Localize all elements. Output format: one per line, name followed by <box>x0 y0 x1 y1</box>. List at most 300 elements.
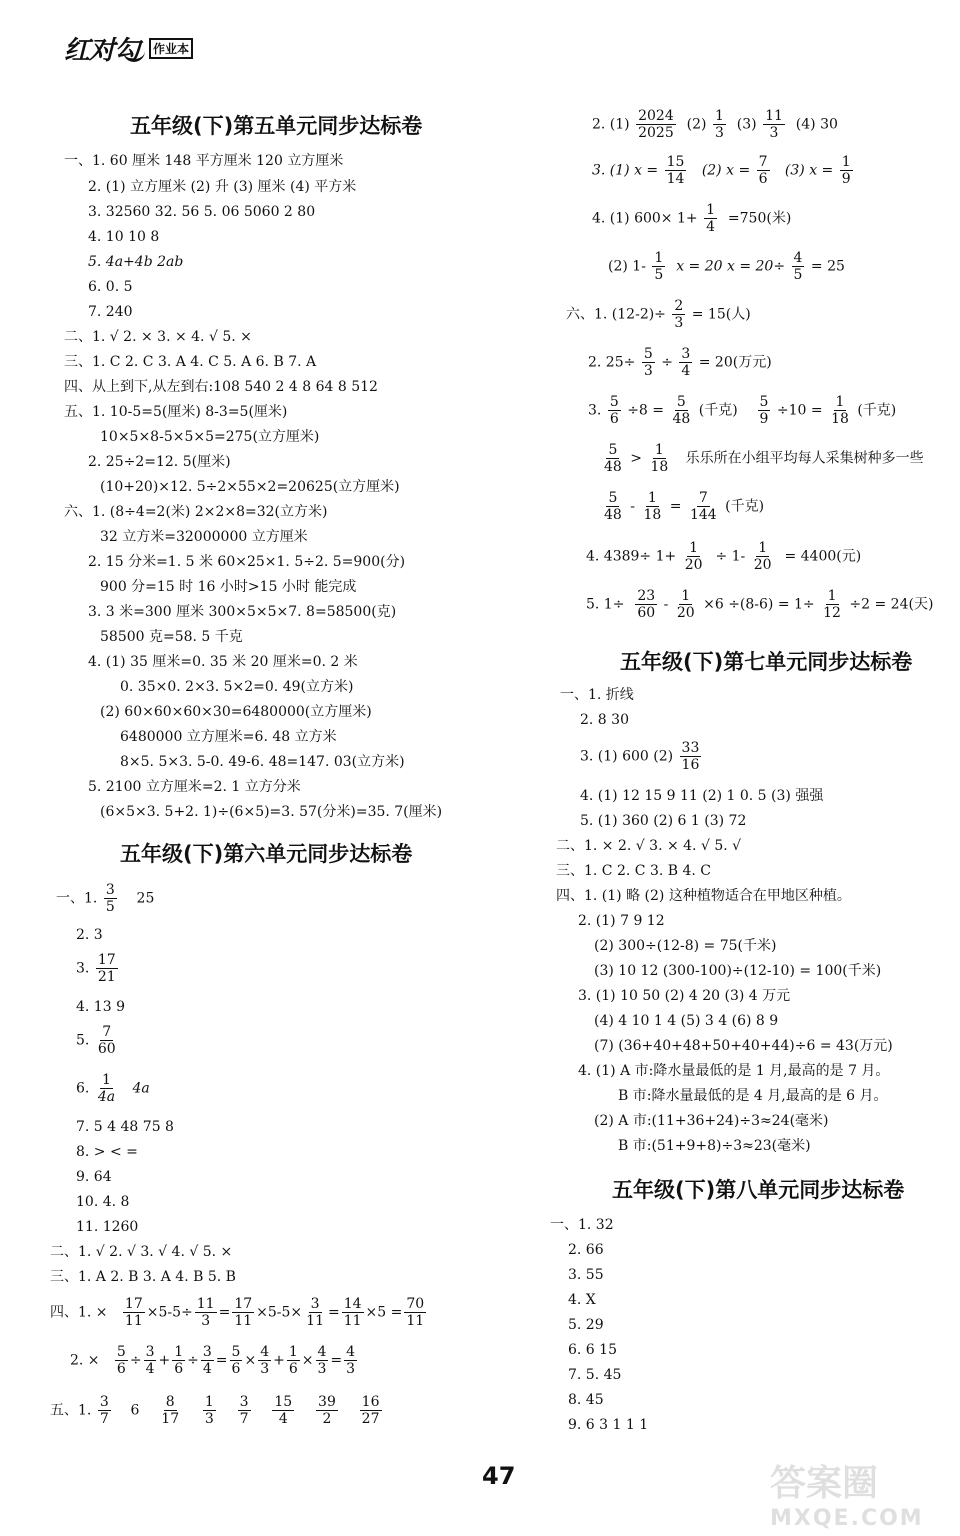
answer-label: 4. (1) 600× 1+ <box>592 210 698 227</box>
denominator: 27 <box>361 1411 380 1427</box>
answer-value: 25 <box>136 890 155 907</box>
denominator: 60 <box>637 605 656 621</box>
denominator: 21 <box>97 969 116 985</box>
denominator: 6 <box>231 1361 241 1377</box>
brand-subtitle: 作业本 <box>149 38 193 59</box>
numerator: 23 <box>637 588 656 604</box>
denominator: 20 <box>684 557 703 573</box>
numerator: 1 <box>827 588 837 604</box>
numerator: 4 <box>346 1344 356 1360</box>
fraction <box>159 1394 181 1427</box>
operator: ×6 ÷(8-6) = 1÷ <box>703 596 815 613</box>
fraction <box>144 1344 157 1377</box>
fraction <box>203 1394 216 1427</box>
denominator: 18 <box>831 411 849 427</box>
unit5-title: 五年级(下)第五单元同步达标卷 <box>130 114 423 138</box>
answer-line: 2. 25÷2=12. 5(厘米) <box>88 454 231 470</box>
answer-label: (2) x = <box>701 162 751 179</box>
numerator: 17 <box>97 952 116 968</box>
answer-line: 4. (1) 12 15 9 11 (2) 1 0. 5 (3) 强强 <box>580 788 824 804</box>
answer-line: 7. 5 4 48 75 8 <box>76 1119 174 1135</box>
denominator: 3 <box>260 1361 270 1377</box>
fraction <box>360 1394 382 1427</box>
operator: ÷ 1- <box>715 548 746 565</box>
answer-value: =750(米) <box>727 210 792 227</box>
denominator: 3 <box>643 363 653 379</box>
answer-label: 3. <box>588 402 602 419</box>
fraction <box>96 952 118 985</box>
answer-line: 9. 64 <box>76 1169 112 1185</box>
answer-label: 3. <box>76 960 90 977</box>
answer-line: 4. X <box>568 1292 596 1308</box>
numerator: 1 <box>841 154 851 170</box>
answer-line: 7. 5. 45 <box>568 1367 622 1383</box>
answer-line: 三、1. A 2. B 3. A 4. B 5. B <box>50 1269 236 1285</box>
answer-value: = 15(人) <box>691 306 751 323</box>
operator: - <box>663 596 669 613</box>
answer-label: 3. (1) 600 (2) <box>580 748 674 765</box>
fraction <box>752 540 774 573</box>
numerator: 1 <box>288 1344 298 1360</box>
fraction <box>115 1344 128 1377</box>
fraction <box>641 490 663 523</box>
fraction <box>123 1296 145 1329</box>
answer-label: 四、1. × <box>50 1304 108 1321</box>
numerator: 5 <box>231 1344 241 1360</box>
fraction <box>829 394 851 427</box>
operator: + <box>158 1352 171 1369</box>
answer-label: (3) <box>736 116 757 133</box>
answer-line: (6×5×3. 5+2. 1)÷(6×5)=3. 57(分米)=35. 7(厘米) <box>100 804 443 820</box>
numerator: 39 <box>318 1394 336 1410</box>
denominator: 6 <box>609 411 619 427</box>
fraction <box>201 1344 214 1377</box>
answer-line <box>566 298 751 331</box>
answer-line <box>56 882 154 915</box>
fraction <box>758 394 771 427</box>
denominator: 11 <box>306 1313 324 1329</box>
answer-line <box>592 108 838 141</box>
answer-line: 3. 3 米=300 厘米 300×5×5×7. 8=58500(克) <box>88 604 397 620</box>
denominator: 20 <box>753 557 772 573</box>
answer-line: B 市:降水量最低的是 4 月,最高的是 6 月。 <box>618 1088 888 1104</box>
denominator: 14 <box>666 171 685 187</box>
answer-line: 8. > < = <box>76 1144 138 1160</box>
answer-line <box>50 1394 384 1427</box>
answer-line: B 市:(51+9+8)÷3≈23(毫米) <box>618 1138 811 1154</box>
operator: = <box>330 1352 343 1369</box>
answer-line <box>580 740 703 773</box>
numerator: 15 <box>274 1394 293 1410</box>
denominator: 16 <box>681 757 700 773</box>
answer-line: 6. 6 15 <box>568 1342 617 1358</box>
denominator: 3 <box>201 1313 211 1329</box>
operator: = <box>218 1304 231 1321</box>
fraction <box>636 108 676 141</box>
numerator: 1 <box>706 202 716 218</box>
answer-label: 5. <box>76 1032 90 1049</box>
answer-line: 二、1. × 2. √ 3. × 4. √ 5. √ <box>556 838 742 854</box>
fraction <box>665 154 687 187</box>
answer-line: 0. 35×0. 2×3. 5×2=0. 49(立方米) <box>120 679 354 695</box>
denominator: 2025 <box>638 125 674 141</box>
denominator: 12 <box>823 605 841 621</box>
answer-label: (3) x = <box>784 162 834 179</box>
numerator: 1 <box>654 250 664 266</box>
denominator: 7 <box>99 1411 109 1427</box>
answer-value: 乐乐所在小组平均每人采集树种多一些 <box>685 450 924 467</box>
numerator: 11 <box>196 1296 215 1312</box>
numerator: 1 <box>647 490 657 506</box>
fraction <box>96 1072 117 1105</box>
numerator: 17 <box>234 1296 253 1312</box>
operator: ÷ <box>661 354 673 371</box>
answer-label: 2. (1) <box>592 116 630 133</box>
denominator: 5 <box>793 267 803 283</box>
answer-label: 2. 25÷ <box>588 354 636 371</box>
fraction <box>316 1344 329 1377</box>
operator: = <box>669 498 682 515</box>
fraction <box>763 108 785 141</box>
operator: ÷ <box>187 1352 199 1369</box>
answer-line: 4. 13 9 <box>76 999 125 1015</box>
answer-line <box>50 1296 428 1329</box>
numerator: 3 <box>239 1394 249 1410</box>
answer-line: 58500 克=58. 5 千克 <box>100 629 243 645</box>
answer-line <box>70 1344 359 1377</box>
answer-line: 10×5×8-5×5×5=275(立方厘米) <box>100 429 320 445</box>
numerator: 1 <box>174 1344 184 1360</box>
operator: ×5-5÷ <box>146 1304 193 1321</box>
operator: = <box>215 1352 228 1369</box>
denominator: 3 <box>714 125 724 141</box>
denominator: 5 <box>105 899 115 915</box>
denominator: 3 <box>346 1361 356 1377</box>
fraction <box>272 1394 294 1427</box>
numerator: 3 <box>202 1344 212 1360</box>
fraction <box>675 588 697 621</box>
answer-label: 4. 4389÷ 1+ <box>586 548 677 565</box>
answer-line: 二、1. √ 2. × 3. × 4. √ 5. × <box>64 329 252 345</box>
fraction <box>258 1344 271 1377</box>
fraction <box>792 250 805 283</box>
operator: = <box>327 1304 340 1321</box>
answer-line: 11. 1260 <box>76 1219 139 1235</box>
denominator: 3 <box>204 1411 214 1427</box>
answer-value: ÷2 = 24(天) <box>849 596 934 613</box>
answer-line <box>600 490 764 523</box>
numerator: 2024 <box>638 108 674 124</box>
answer-line <box>586 588 933 621</box>
unit7-title: 五年级(下)第七单元同步达标卷 <box>620 650 913 674</box>
answer-line: 4. (1) 35 厘米=0. 35 米 20 厘米=0. 2 米 <box>88 654 358 670</box>
watermark-url: MXQE.COM <box>770 1506 924 1531</box>
denominator: 11 <box>124 1313 143 1329</box>
brand-logo <box>64 30 193 67</box>
numerator: 4 <box>260 1344 270 1360</box>
answer-line: 10. 4. 8 <box>76 1194 130 1210</box>
numerator: 4 <box>317 1344 327 1360</box>
numerator: 5 <box>608 490 618 506</box>
answer-line: 3. 32560 32. 56 5. 06 5060 2 80 <box>88 204 316 220</box>
denominator: 4 <box>278 1411 288 1427</box>
fraction <box>635 588 657 621</box>
fraction <box>316 1394 338 1427</box>
answer-label: 六、1. (12-2)÷ <box>566 306 666 323</box>
answer-label: 2. × <box>70 1352 100 1369</box>
answer-line: 一、1. 32 <box>550 1217 614 1233</box>
answer-line <box>76 1072 150 1105</box>
answer-value: = 4400(元) <box>784 548 862 565</box>
denominator: 4 <box>706 219 716 235</box>
fraction <box>670 394 692 427</box>
answer-line: (7) (36+40+48+50+40+44)÷6 = 43(万元) <box>594 1038 893 1054</box>
answer-line: 900 分=15 时 16 小时>15 小时 能完成 <box>100 579 357 595</box>
answer-line: 3. (1) 10 50 (2) 4 20 (3) 4 万元 <box>578 988 791 1004</box>
fraction <box>96 1024 118 1057</box>
denominator: 11 <box>343 1313 362 1329</box>
answer-line: 三、1. C 2. C 3. B 4. C <box>556 863 712 879</box>
fraction <box>98 1394 111 1427</box>
numerator: 1 <box>835 394 845 410</box>
fraction <box>404 1296 426 1329</box>
answer-label: 一、1. <box>56 890 98 907</box>
denominator: 18 <box>650 459 669 475</box>
fraction <box>230 1344 243 1377</box>
fraction <box>680 740 702 773</box>
answer-value: (千克) <box>857 402 897 419</box>
numerator: 1 <box>714 108 724 124</box>
answer-line: 5. 4a+4b 2ab <box>88 254 184 270</box>
fraction <box>704 202 717 235</box>
fraction <box>821 588 843 621</box>
numerator: 3 <box>310 1296 320 1312</box>
answer-line <box>588 346 772 379</box>
fraction <box>840 154 853 187</box>
answer-line: 9. 6 3 1 1 1 <box>568 1417 649 1433</box>
operator: ×5 = <box>365 1304 403 1321</box>
answer-value: = 20(万元) <box>698 354 772 371</box>
answer-line: 四、从上到下,从左到右:108 540 2 4 8 64 8 512 <box>64 379 378 395</box>
brand-name: 红对勾 <box>64 36 140 66</box>
answer-line: 7. 240 <box>88 304 133 320</box>
fraction <box>608 394 621 427</box>
answer-value: (千克) <box>725 498 765 515</box>
numerator: 3 <box>145 1344 155 1360</box>
numerator: 1 <box>758 540 768 556</box>
operator: ×5-5× <box>256 1304 303 1321</box>
answer-line: 三、1. C 2. C 3. A 4. C 5. A 6. B 7. A <box>64 354 317 370</box>
denominator: 6 <box>758 171 768 187</box>
fraction <box>757 154 770 187</box>
answer-value: x = 20 x = 20÷ <box>676 258 786 275</box>
numerator: 5 <box>759 394 769 410</box>
answer-line: 2. 66 <box>568 1242 604 1258</box>
fraction <box>238 1394 251 1427</box>
answer-line: 四、1. (1) 略 (2) 这种植物适合在甲地区种植。 <box>556 888 851 904</box>
answer-line: 5. (1) 360 (2) 6 1 (3) 72 <box>580 813 747 829</box>
answer-line: 8. 45 <box>568 1392 604 1408</box>
fraction <box>195 1296 217 1329</box>
denominator: 6 <box>288 1361 298 1377</box>
unit8-title: 五年级(下)第八单元同步达标卷 <box>612 1178 905 1202</box>
operator: ÷ <box>129 1352 142 1369</box>
answer-line <box>586 540 861 573</box>
answer-line <box>592 202 791 235</box>
watermark <box>770 1455 950 1530</box>
answer-line: 一、1. 折线 <box>560 687 634 703</box>
answer-line <box>76 1024 120 1057</box>
operator: × <box>301 1352 314 1369</box>
answer-line: 二、1. √ 2. √ 3. √ 4. √ 5. × <box>50 1244 233 1260</box>
numerator: 7 <box>102 1024 112 1040</box>
numerator: 3 <box>681 346 691 362</box>
numerator: 7 <box>758 154 768 170</box>
answer-value: 4a <box>132 1080 150 1097</box>
fraction <box>642 346 655 379</box>
denominator: 18 <box>643 507 662 523</box>
denominator: 3 <box>317 1361 327 1377</box>
denominator: 17 <box>161 1411 180 1427</box>
answer-line: (3) 10 12 (300-100)÷(12-10) = 100(千米) <box>594 963 882 979</box>
answer-line: 5. 29 <box>568 1317 604 1333</box>
numerator: 17 <box>124 1296 143 1312</box>
fraction <box>688 490 719 523</box>
operator: - <box>630 498 636 515</box>
numerator: 5 <box>676 394 686 410</box>
denominator: 20 <box>676 605 695 621</box>
fraction <box>679 346 692 379</box>
numerator: 5 <box>116 1344 126 1360</box>
fraction <box>602 442 624 475</box>
operator: > <box>630 450 643 467</box>
numerator: 5 <box>608 442 618 458</box>
page-number: 47 <box>482 1462 516 1490</box>
answer-value: (千克) <box>698 402 738 419</box>
numerator: 15 <box>666 154 685 170</box>
fraction <box>104 882 117 915</box>
answer-line: (4) 4 10 1 4 (5) 3 4 (6) 8 9 <box>594 1013 779 1029</box>
denominator: 4 <box>145 1361 155 1377</box>
answer-line: 2. 3 <box>76 927 103 943</box>
fraction <box>652 250 665 283</box>
fraction <box>232 1296 254 1329</box>
fraction <box>683 540 705 573</box>
denominator: 9 <box>841 171 851 187</box>
denominator: 9 <box>759 411 769 427</box>
fraction <box>602 490 624 523</box>
numerator: 1 <box>689 540 699 556</box>
numerator: 3 <box>99 1394 109 1410</box>
answer-label: 五、1. <box>50 1402 92 1419</box>
answer-line <box>608 250 845 283</box>
operator: × <box>244 1352 257 1369</box>
denominator: 11 <box>234 1313 253 1329</box>
numerator: 1 <box>101 1072 111 1088</box>
answer-value: 6 <box>130 1402 140 1419</box>
denominator: 4 <box>202 1361 212 1377</box>
answer-line: 六、1. (8÷4=2(米) 2×2×8=32(立方米) <box>64 504 328 520</box>
denominator: 48 <box>604 459 622 475</box>
answer-label: (2) 1- <box>608 258 646 275</box>
answer-value: (4) 30 <box>795 116 838 133</box>
operator: ÷8 = <box>627 402 665 419</box>
denominator: 144 <box>689 507 717 523</box>
numerator: 1 <box>204 1394 214 1410</box>
numerator: 4 <box>793 250 803 266</box>
answer-line: 8×5. 5×3. 5-0. 49-6. 48=147. 03(立方米) <box>120 754 405 770</box>
fraction <box>304 1296 326 1329</box>
numerator: 16 <box>361 1394 380 1410</box>
numerator: 3 <box>105 882 115 898</box>
fraction <box>648 442 670 475</box>
denominator: 6 <box>174 1361 184 1377</box>
fraction <box>344 1344 357 1377</box>
numerator: 2 <box>674 298 684 314</box>
denominator: 48 <box>604 507 622 523</box>
denominator: 6 <box>116 1361 126 1377</box>
fraction <box>713 108 726 141</box>
numerator: 7 <box>698 490 708 506</box>
denominator: 60 <box>97 1041 116 1057</box>
denominator: 3 <box>674 315 684 331</box>
operator: ÷10 = <box>776 402 823 419</box>
answer-line <box>592 154 855 187</box>
answer-label: 5. 1÷ <box>586 596 625 613</box>
answer-line: 3. 55 <box>568 1267 604 1283</box>
fraction <box>672 298 685 331</box>
numerator: 14 <box>343 1296 362 1312</box>
answer-line <box>76 952 120 985</box>
answer-label: (2) <box>686 116 707 133</box>
answer-line: 4. (1) A 市:降水量最低的是 1 月,最高的是 7 月。 <box>578 1063 890 1079</box>
denominator: 3 <box>769 125 779 141</box>
numerator: 5 <box>609 394 619 410</box>
answer-line: 2. 15 分米=1. 5 米 60×25×1. 5÷2. 5=900(分) <box>88 554 406 570</box>
denominator: 2 <box>322 1411 332 1427</box>
denominator: 4a <box>97 1089 116 1105</box>
answer-line: 五、1. 10-5=5(厘米) 8-3=5(厘米) <box>64 404 288 420</box>
answer-line: 2. 8 30 <box>580 712 629 728</box>
answer-line: 2. (1) 7 9 12 <box>578 913 665 929</box>
answer-line: 一、1. 60 厘米 148 平方厘米 120 立方厘米 <box>64 153 344 169</box>
numerator: 1 <box>681 588 691 604</box>
operator: + <box>273 1352 285 1369</box>
answer-label: 6. <box>76 1080 90 1097</box>
answer-line: (10+20)×12. 5÷2×55×2=20625(立方厘米) <box>100 479 400 495</box>
numerator: 5 <box>643 346 653 362</box>
answer-line: (2) A 市:(11+36+24)÷3≈24(毫米) <box>594 1113 829 1129</box>
denominator: 48 <box>672 411 691 427</box>
unit6-title: 五年级(下)第六单元同步达标卷 <box>120 842 413 866</box>
numerator: 33 <box>681 740 700 756</box>
answer-line: 6. 0. 5 <box>88 279 133 295</box>
watermark-title: 答案圈 <box>770 1463 879 1504</box>
fraction <box>342 1296 364 1329</box>
denominator: 4 <box>681 363 691 379</box>
denominator: 7 <box>239 1411 249 1427</box>
answer-label: 3. (1) x = <box>592 162 659 179</box>
answer-line: (2) 300÷(12-8) = 75(千米) <box>594 938 777 954</box>
answer-line <box>600 442 924 475</box>
answer-value: = 25 <box>810 258 845 275</box>
answer-line <box>588 394 896 427</box>
answer-line: 2. (1) 立方厘米 (2) 升 (3) 厘米 (4) 平方米 <box>88 179 357 195</box>
answer-line: 5. 2100 立方厘米=2. 1 立方分米 <box>88 779 301 795</box>
answer-line: 6480000 立方厘米=6. 48 立方米 <box>120 729 337 745</box>
numerator: 1 <box>654 442 664 458</box>
fraction <box>287 1344 300 1377</box>
